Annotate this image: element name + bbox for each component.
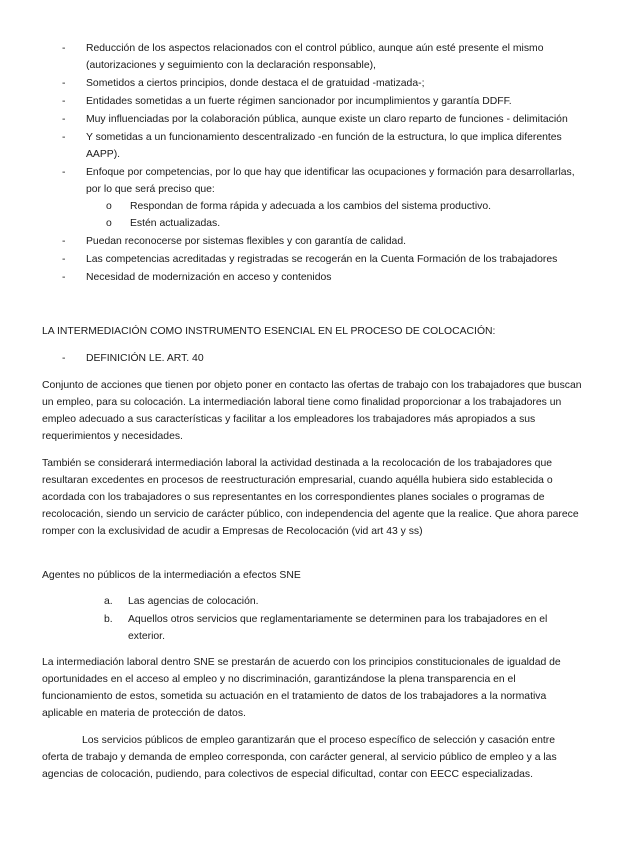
dash-bullet: -	[62, 114, 66, 125]
sublist-item	[106, 215, 582, 232]
dash-bullet: -	[62, 254, 66, 265]
sublist-item	[106, 198, 582, 215]
list-item	[62, 269, 582, 286]
principles-paragraph: La intermediación laboral dentro SNE se prestarán de acuerdo con los principios constitucionales de igualdad de oportunidades en el acceso al empleo y no discriminación, garantizándose la plena transparencia en el funcionamiento de estos, sometida su actuación en el tratamiento de datos de los trabajadores a la normativa aplicable en materia de protección de datos.	[42, 657, 561, 719]
list-item	[62, 111, 582, 128]
dash-bullet: -	[62, 272, 66, 283]
relocation-paragraph: También se considerará intermediación laboral la actividad destinada a la recolocación de los trabajadores que resultaran excedentes en procesos de reestructuración empresarial, cuando aquélla hubiera sido establecida o acordada con los trabajadores o sus representantes en los correspondientes planes sociales o programas de recolocación, siendo un servicio de carácter público, con independencia del agente que la realice. Que ahora parece romper con la exclusividad de acudir a Empresas de Recolocación (vid art 43 y ss)	[42, 458, 579, 537]
list-item-text: Enfoque por competencias, por lo que hay que identificar las ocupaciones y formación para desarrollarlas, por lo que será preciso que:	[86, 167, 575, 195]
list-item-text: Puedan reconocerse por sistemas flexibles y con garantía de calidad.	[86, 236, 406, 247]
dash-bullet: -	[62, 78, 66, 89]
list-item	[62, 75, 582, 92]
list-item	[62, 164, 582, 232]
section-heading: LA INTERMEDIACIÓN COMO INSTRUMENTO ESENCIAL EN EL PROCESO DE COLOCACIÓN:	[42, 326, 496, 337]
list-item-text: Necesidad de modernización en acceso y contenidos	[86, 272, 332, 283]
agents-list	[104, 593, 584, 646]
list-item-text: Las competencias acreditadas y registradas se recogerán en la Cuenta Formación de los trabajadores	[86, 254, 558, 265]
list-item-text: Sometidos a ciertos principios, donde destaca el de gratuidad -matizada-;	[86, 78, 425, 89]
list-item	[62, 233, 582, 250]
agents-list-item	[104, 593, 584, 610]
list-item-text: Y sometidas a un funcionamiento descentralizado -en función de la estructura, lo que implica diferentes AAPP).	[86, 132, 562, 160]
dash-bullet: -	[62, 96, 66, 107]
list-item	[62, 93, 582, 110]
list-item	[62, 40, 582, 74]
list-item	[62, 251, 582, 268]
list-item-text: Entidades sometidas a un fuerte régimen sancionador por incumplimientos y garantía DDFF.	[86, 96, 512, 107]
dash-bullet: -	[62, 236, 66, 247]
definition-list	[62, 350, 582, 368]
agents-list-item-text: Las agencias de colocación.	[128, 596, 259, 607]
agents-list-item	[104, 611, 584, 645]
requirements-list	[62, 40, 582, 287]
agents-heading: Agentes no públicos de la intermediación a efectos SNE	[42, 570, 301, 581]
dash-bullet: -	[62, 167, 66, 178]
agents-list-item-text: Aquellos otros servicios que reglamentariamente se determinen para los trabajadores en el exterior.	[128, 614, 548, 642]
sublist-item-text: Respondan de forma rápida y adecuada a los cambios del sistema productivo.	[130, 201, 491, 212]
dash-bullet: -	[62, 132, 66, 143]
circle-bullet: o	[106, 218, 112, 229]
list-item	[62, 129, 582, 163]
list-item-text: Muy influenciadas por la colaboración pública, aunque existe un claro reparto de funciones - delimitación	[86, 114, 568, 125]
list-item-text: Reducción de los aspectos relacionados con el control público, aunque aún esté presente el mismo (autorizaciones y seguimiento con la declaración responsable),	[86, 43, 544, 71]
competency-sublist	[86, 198, 582, 232]
public-services-paragraph: Los servicios públicos de empleo garantizarán que el proceso específico de selección y casación entre oferta de trabajo y demanda de empleo corresponda, con carácter general, al servicio público de empleo y a las agencias de colocación, pudiendo, para colectivos de especial dificultad, contar con EECC especializadas.	[42, 735, 557, 780]
dash-bullet: -	[62, 353, 66, 364]
definition-paragraph: Conjunto de acciones que tienen por objeto poner en contacto las ofertas de trabajo con los trabajadores que buscan un empleo, para su colocación. La intermediación laboral tiene como finalidad proporcionar a los trabajadores un empleo adecuado a sus características y facilitar a los empleadores los trabajadores más apropiados a sus requerimientos y necesidades.	[42, 380, 582, 442]
sublist-item-text: Estén actualizadas.	[130, 218, 221, 229]
definition-item-text: DEFINICIÓN LE. ART. 40	[86, 353, 204, 364]
item-letter: a.	[104, 596, 113, 607]
dash-bullet: -	[62, 43, 66, 54]
definition-item	[62, 350, 582, 367]
item-letter: b.	[104, 614, 113, 625]
circle-bullet: o	[106, 201, 112, 212]
